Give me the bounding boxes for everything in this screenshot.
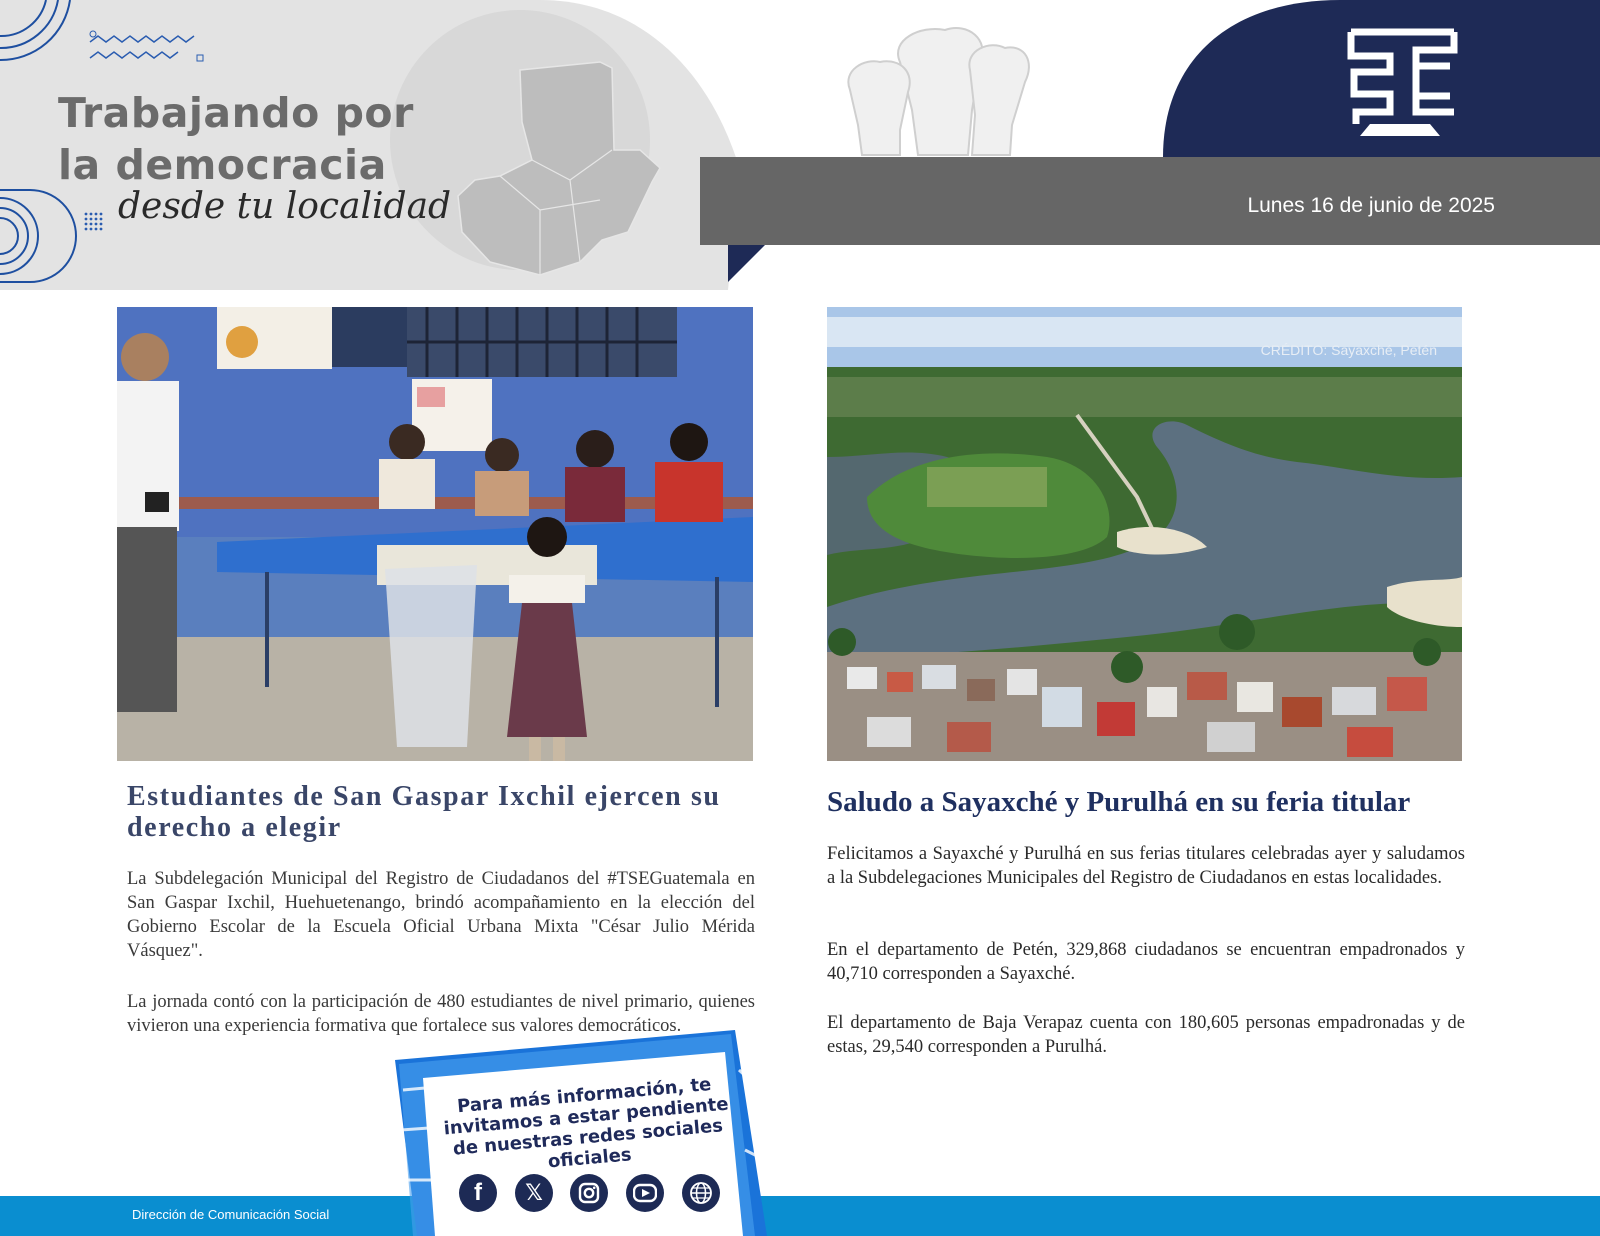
header-title-line1: Trabajando por: [58, 89, 414, 137]
instagram-icon[interactable]: [570, 1174, 608, 1212]
article2-headline: Saludo a Sayaxché y Purulhá en su feria titular: [827, 786, 1411, 818]
header-title-line2: la democracia: [58, 141, 387, 189]
photo-credit: CRÉDITO: Sayaxché, Petén: [1260, 342, 1437, 358]
article2-paragraph1: Felicitamos a Sayaxché y Purulhá en sus ferias titulares celebradas ayer y saludamos a la Subdelegaciones Municipales del Registro de Ciudadanos en estas localidades.: [827, 844, 1465, 888]
youtube-icon[interactable]: [626, 1174, 664, 1212]
header-script-subtitle: desde tu localidad: [118, 186, 452, 227]
article1-paragraph2: La jornada contó con la participación de 480 estudiantes de nivel primario, quienes vivieron una experiencia formativa que fortalece sus valores democráticos.: [127, 992, 755, 1036]
article2-paragraph3: El departamento de Baja Verapaz cuenta con 180,605 personas empadronadas y de estas, 29,540 corresponden a Purulhá.: [827, 1013, 1465, 1057]
article1-paragraph1: La Subdelegación Municipal del Registro de Ciudadanos del #TSEGuatemala en San Gaspar Ixchil, Huehuetenango, brindó acompañamiento en la elección del Gobierno Escolar de la Escuela Oficial Urbana Mixta "César Julio Mérida Vásquez".: [127, 869, 755, 961]
footer-department: Dirección de Comunicación Social: [132, 1207, 330, 1222]
web-icon[interactable]: [682, 1174, 720, 1212]
students-voting-photo: [117, 307, 753, 761]
raised-fists-icon: [848, 28, 1029, 155]
x-icon[interactable]: 𝕏: [515, 1174, 553, 1212]
facebook-icon[interactable]: f: [459, 1174, 497, 1212]
social-cta-text: Para más información, te invitamos a estar pendiente de nuestras redes sociales oficiales: [442, 1074, 730, 1173]
issue-date: Lunes 16 de junio de 2025: [1247, 194, 1495, 217]
article1-headline: Estudiantes de San Gaspar Ixchil ejercen su derecho a elegir: [127, 781, 721, 843]
sayaxche-aerial-photo: [827, 307, 1462, 761]
article2-paragraph2: En el departamento de Petén, 329,868 ciudadanos se encuentran empadronados y 40,710 corresponden a Sayaxché.: [827, 940, 1465, 984]
